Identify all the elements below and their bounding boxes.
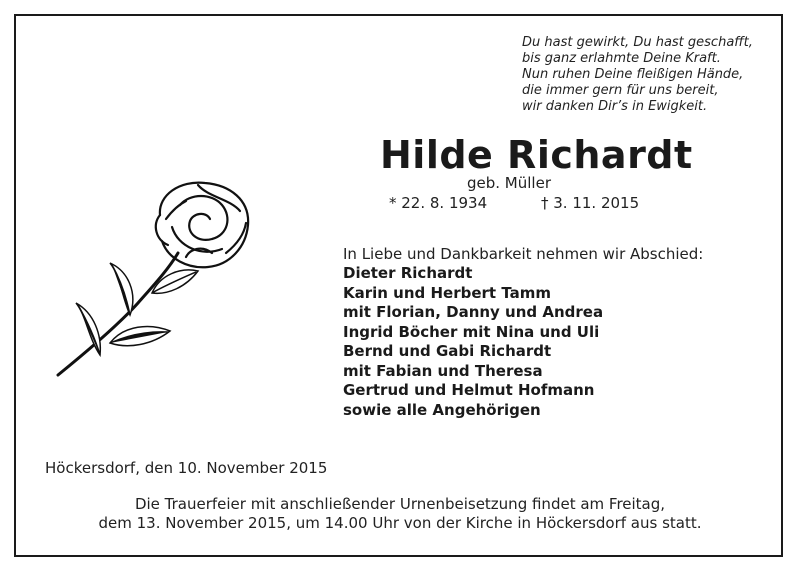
maiden-name: geb. Müller — [467, 174, 551, 192]
mourners-list — [343, 264, 603, 420]
poem-line: Du hast gewirkt, Du hast geschafft, — [522, 35, 753, 50]
poem-line: wir danken Dir’s in Ewigkeit. — [522, 99, 708, 114]
rose-icon — [40, 175, 270, 385]
mourner-line: Karin und Herbert Tamm — [343, 283, 552, 302]
funeral-line: dem 13. November 2015, um 14.00 Uhr von der Kirche in Höckersdorf aus statt. — [98, 514, 702, 532]
poem-line: die immer gern für uns bereit, — [522, 83, 719, 98]
farewell-intro: In Liebe und Dankbarkeit nehmen wir Abschied: — [343, 245, 704, 263]
deceased-name: Hilde Richardt — [380, 133, 693, 177]
poem-line: Nun ruhen Deine fleißigen Hände, — [522, 67, 744, 82]
mourner-line: Bernd und Gabi Richardt — [343, 342, 552, 360]
poem — [522, 35, 782, 115]
mourner-line: mit Florian, Danny und Andrea — [343, 303, 604, 321]
place-and-date: Höckersdorf, den 10. November 2015 — [45, 459, 328, 477]
mourner-line: mit Fabian und Theresa — [343, 361, 543, 380]
mourner-line: Gertrud und Helmut Hofmann — [343, 381, 595, 399]
death-date: † 3. 11. 2015 — [541, 194, 640, 212]
poem-line: bis ganz erlahmte Deine Kraft. — [522, 51, 721, 66]
mourner-line: Dieter Richardt — [343, 264, 473, 282]
mourner-line: sowie alle Angehörigen — [343, 400, 541, 419]
funeral-line: Die Trauerfeier mit anschließender Urnenbeisetzung findet am Freitag, — [134, 495, 666, 513]
mourner-line: Ingrid Böcher mit Nina und Uli — [343, 322, 600, 341]
funeral-info — [40, 495, 760, 533]
birth-date: * 22. 8. 1934 — [389, 194, 488, 212]
